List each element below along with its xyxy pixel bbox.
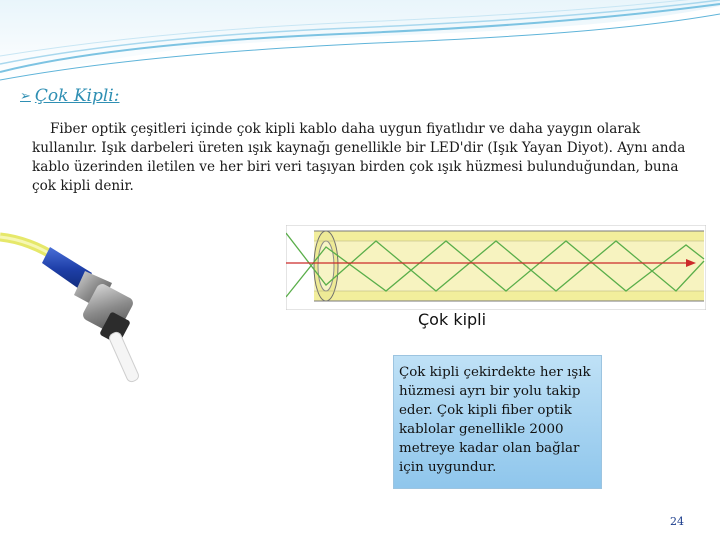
multimode-fiber-diagram [286,225,706,310]
info-callout-box: Çok kipli çekirdekte her ışık hüzmesi ayrı bir yolu takip eder. Çok kipli fiber optik kablolar genellikle 2000 metreye kadar olan bağlar için uygundur. [393,355,602,489]
body-paragraph: Fiber optik çeşitleri içinde çok kipli kablo daha uygun fiyatlıdır ve daha yaygın olarak kullanılır. Işık darbeleri üreten ışık kaynağı genellikle bir LED'dir (Işık Yayan Diyot). Aynı anda kablo üzerinden iletilen ve her biri veri taşıyan birden çok ışık hüzmesi bulunduğundan, buna çok kipli denir. [32,121,686,194]
bullet-arrow-icon: ➢ [20,88,31,104]
fiber-diagram-caption: Çok kipli [418,310,487,329]
page-number: 24 [670,515,684,528]
section-title [20,86,119,106]
section-title-text: Çok Kipli: [34,86,120,106]
header-wave-decoration [0,0,720,85]
fiber-connector-image [0,225,200,385]
